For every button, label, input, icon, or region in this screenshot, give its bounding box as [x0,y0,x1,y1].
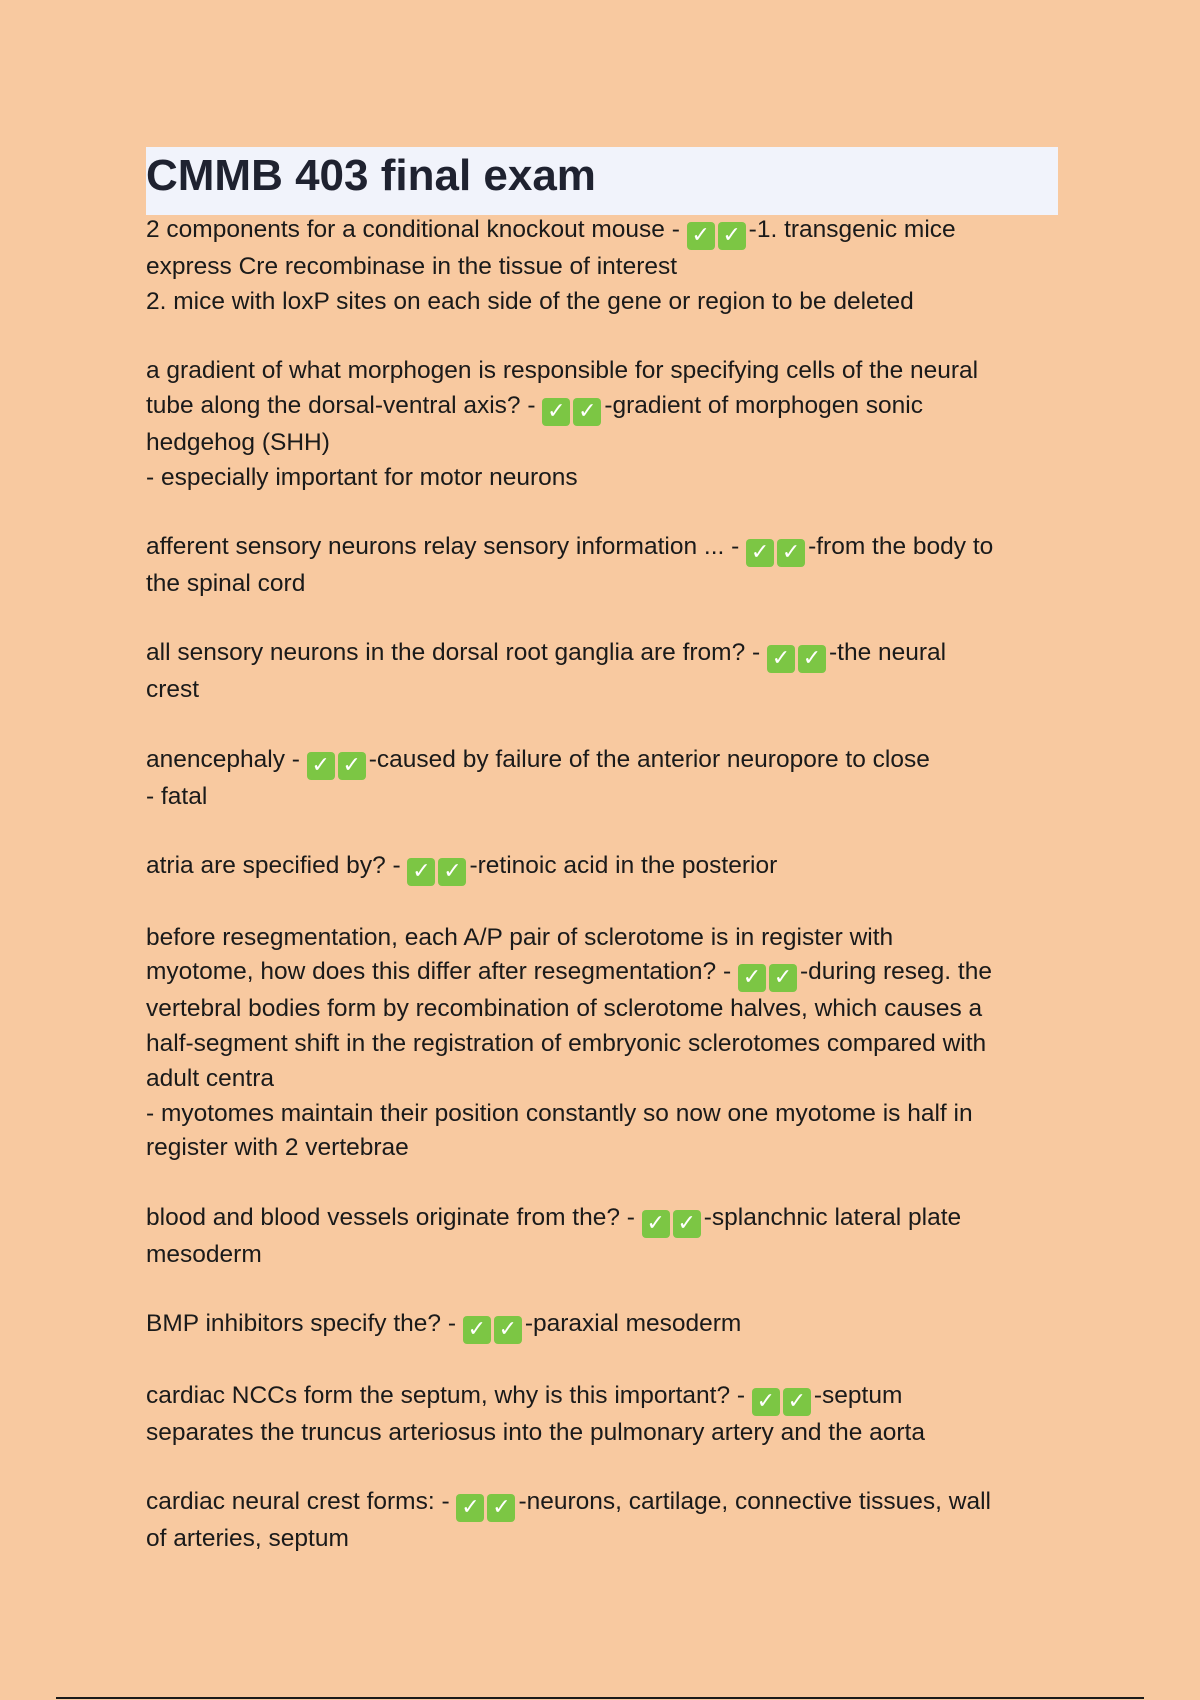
flashcard-line [146,213,1066,250]
flashcard-text: - myotomes maintain their position constantly so now one myotome is half in [146,1099,973,1127]
flashcard-line [146,636,1066,673]
bottom-divider [56,1697,1144,1699]
flashcard-text: the spinal cord [146,569,306,597]
flashcard-text: afferent sensory neurons relay sensory information ... - [146,532,747,560]
flashcard [146,1485,1066,1557]
flashcard [146,921,1066,1166]
check-mark-icon: ✓ [738,964,766,992]
flashcard-text: a gradient of what morphogen is responsible for specifying cells of the neural [146,357,979,385]
flashcard-answer: -caused by failure of the anterior neuropore to close [368,745,930,773]
check-mark-icon: ✓ [494,1316,522,1344]
flashcard-answer: -neurons, cartilage, connective tissues, wall [518,1488,991,1516]
check-mark-icon: ✓ [642,1210,670,1238]
flashcard-answer: -septum [813,1381,903,1409]
flashcard-answer: -splanchnic lateral plate [703,1203,962,1231]
flashcard-answer: -the neural [829,639,947,667]
flashcard-line [146,1097,1066,1132]
flashcard-line [146,426,1066,461]
flashcard-text: anencephaly - [146,745,307,773]
check-mark-icon: ✓ [769,964,797,992]
flashcard-text: - especially important for motor neurons [146,463,578,491]
flashcard-line [146,1379,1066,1416]
flashcard-line [146,673,1066,708]
flashcard-line [146,567,1066,602]
flashcard-text: of arteries, septum [146,1525,349,1553]
flashcard-line [146,992,1066,1027]
flashcard-line [146,1238,1066,1273]
flashcard [146,1307,1066,1344]
flashcard-answer: -gradient of morphogen sonic [604,391,924,419]
check-mark-icon: ✓ [438,858,466,886]
flashcard [146,213,1066,319]
flashcard-line [146,955,1066,992]
flashcard-line [146,1201,1066,1238]
flashcard-text: 2. mice with loxP sites on each side of the gene or region to be deleted [146,287,914,315]
flashcard-text: - fatal [146,782,208,810]
check-mark-icon: ✓ [573,398,601,426]
flashcard-text: adult centra [146,1064,275,1092]
check-mark-icon: ✓ [777,539,805,567]
flashcard-line [146,354,1066,389]
flashcard-answer: -paraxial mesoderm [524,1310,742,1338]
flashcard-text: separates the truncus arteriosus into the pulmonary artery and the aorta [146,1418,925,1446]
flashcard-text: express Cre recombinase in the tissue of interest [146,253,678,280]
flashcard-text: hedgehog (SHH) [146,428,330,456]
flashcard-answer: -from the body to [808,532,994,560]
check-mark-icon: ✓ [718,222,746,250]
flashcard-line [146,389,1066,426]
flashcard-line [146,780,1066,815]
flashcard-text: 2 components for a conditional knockout mouse - [146,216,687,243]
page-title: CMMB 403 final exam [146,151,596,200]
flashcard [146,743,1066,815]
flashcard-line [146,530,1066,567]
check-mark-icon: ✓ [338,752,366,780]
flashcard-text: before resegmentation, each A/P pair of sclerotome is in register with [146,923,894,951]
check-mark-icon: ✓ [542,398,570,426]
flashcard-text: mesoderm [146,1240,262,1268]
flashcard [146,636,1066,708]
flashcard-line [146,1131,1066,1166]
flashcard-line [146,921,1066,956]
flashcard-text: vertebral bodies form by recombination of sclerotome halves, which causes a [146,995,983,1023]
flashcard-text: cardiac NCCs form the septum, why is this important? - [146,1381,752,1409]
flashcard-line [146,1307,1066,1344]
flashcard-text: half-segment shift in the registration of embryonic sclerotomes compared with [146,1030,987,1058]
flashcard-line [146,461,1066,496]
flashcard-text: BMP inhibitors specify the? - [146,1310,463,1338]
flashcard [146,1201,1066,1273]
flashcard [146,1379,1066,1451]
flashcard [146,354,1066,495]
flashcard-line [146,1416,1066,1451]
flashcard-answer: -retinoic acid in the posterior [469,852,778,880]
check-mark-icon: ✓ [407,858,435,886]
flashcard [146,849,1066,886]
flashcard-text: register with 2 vertebrae [146,1134,409,1162]
flashcard-text: myotome, how does this differ after resegmentation? - [146,958,738,986]
flashcard-text: all sensory neurons in the dorsal root ganglia are from? - [146,639,767,667]
check-mark-icon: ✓ [746,539,774,567]
flashcard-answer: -1. transgenic mice [748,216,956,243]
flashcard-list [146,213,1066,1592]
flashcard-text: cardiac neural crest forms: - [146,1488,457,1516]
flashcard-line [146,743,1066,780]
flashcard-line [146,1522,1066,1557]
check-mark-icon: ✓ [456,1494,484,1522]
flashcard-answer: -during reseg. the [799,958,992,986]
check-mark-icon: ✓ [798,645,826,673]
flashcard-line [146,1485,1066,1522]
check-mark-icon: ✓ [673,1210,701,1238]
flashcard-line [146,1027,1066,1062]
flashcard-text: crest [146,676,200,704]
check-mark-icon: ✓ [687,222,715,250]
flashcard-line [146,250,1066,285]
check-mark-icon: ✓ [783,1388,811,1416]
flashcard-text: tube along the dorsal-ventral axis? - [146,391,543,419]
check-mark-icon: ✓ [767,645,795,673]
check-mark-icon: ✓ [487,1494,515,1522]
check-mark-icon: ✓ [752,1388,780,1416]
check-mark-icon: ✓ [463,1316,491,1344]
check-mark-icon: ✓ [307,752,335,780]
flashcard-text: blood and blood vessels originate from the? - [146,1203,642,1231]
flashcard [146,530,1066,602]
flashcard-line [146,1062,1066,1097]
flashcard-line [146,849,1066,886]
flashcard-line [146,285,1066,320]
flashcard-text: atria are specified by? - [146,852,408,880]
